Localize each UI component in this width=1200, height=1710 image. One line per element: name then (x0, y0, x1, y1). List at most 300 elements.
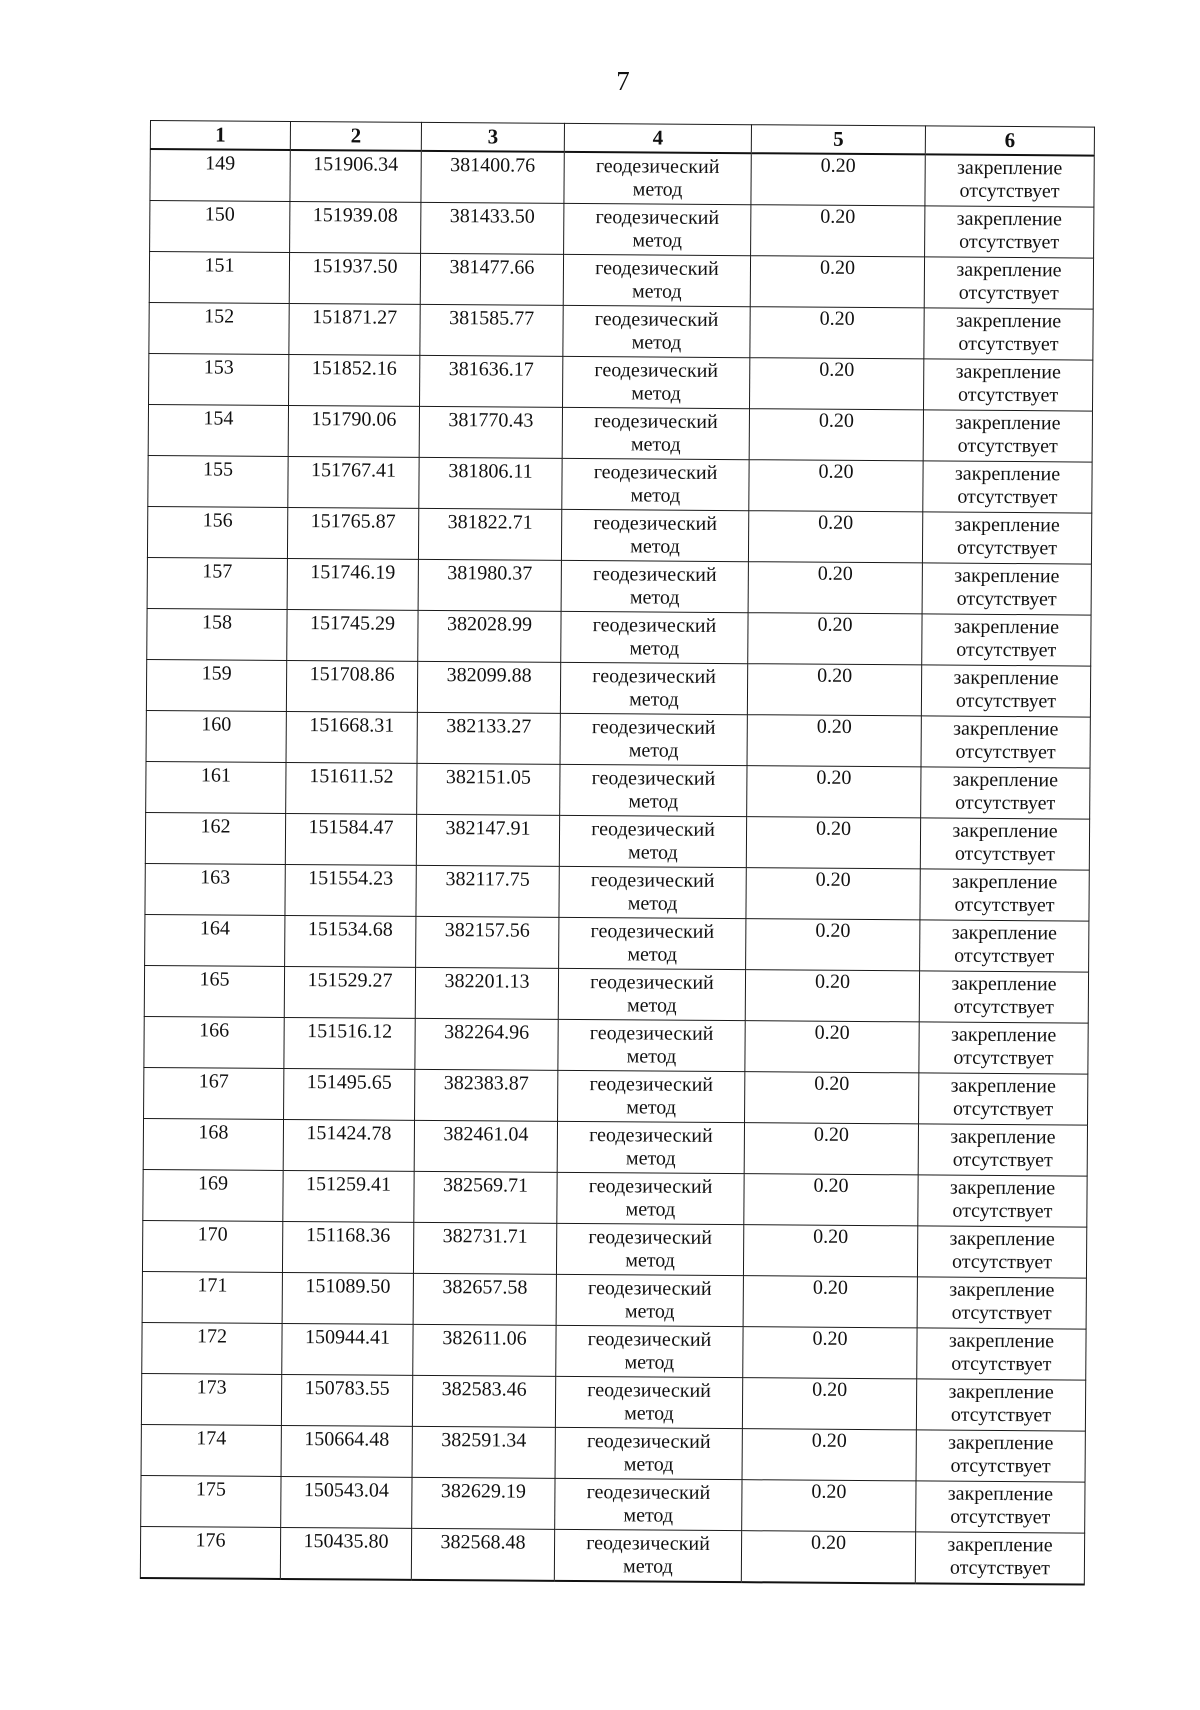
point-number-cell: 157 (147, 557, 287, 609)
fixing-cell (917, 1226, 1086, 1278)
method-cell (556, 1223, 743, 1275)
fixing-cell-line: закрепление (954, 462, 1061, 486)
method-cell-line: метод (629, 586, 680, 609)
fixing-cell-line: закрепление (948, 1329, 1055, 1353)
method-cell-line: геодезический (589, 1073, 714, 1096)
table-row (143, 1169, 1087, 1227)
method-cell-line: геодезический (595, 155, 720, 178)
fixing-cell-line: отсутствует (957, 485, 1058, 509)
x-coordinate-cell: 150435.80 (280, 1527, 411, 1579)
method-cell (564, 152, 751, 205)
method-cell-line: метод (624, 1402, 674, 1425)
error-cell: 0.20 (741, 1531, 915, 1584)
method-cell (563, 305, 750, 357)
error-cell: 0.20 (743, 1225, 917, 1277)
fixing-cell-line: закрепление (948, 1380, 1054, 1404)
method-cell-line: метод (632, 178, 683, 201)
error-cell: 0.20 (751, 153, 925, 206)
fixing-cell-line: закрепление (957, 156, 1063, 180)
fixing-cell (918, 1175, 1087, 1227)
method-cell-line: метод (630, 535, 680, 558)
x-coordinate-cell: 151746.19 (287, 558, 418, 610)
fixing-cell-line: отсутствует (959, 230, 1060, 254)
fixing-cell (918, 1124, 1087, 1176)
x-coordinate-cell: 151852.16 (289, 354, 420, 406)
method-cell-line: метод (627, 892, 678, 915)
x-coordinate-cell: 151584.47 (285, 813, 416, 865)
table-row (148, 404, 1092, 462)
fixing-cell-line: отсутствует (949, 1556, 1051, 1580)
fixing-cell-line: закрепление (950, 1074, 1056, 1098)
fixing-cell-line: закрепление (954, 513, 1060, 537)
method-cell-line: геодезический (590, 869, 715, 892)
fixing-cell (917, 1277, 1086, 1329)
table-row (149, 353, 1093, 411)
method-cell-line: геодезический (591, 716, 716, 739)
fixing-cell-line: закрепление (949, 1227, 1055, 1251)
x-coordinate-cell: 150664.48 (281, 1425, 412, 1477)
table-row (150, 201, 1094, 259)
point-number-cell: 159 (146, 659, 286, 711)
x-coordinate-cell: 151516.12 (284, 1017, 415, 1069)
point-number-cell: 149 (150, 149, 290, 201)
method-cell-line: метод (627, 943, 678, 966)
y-coordinate-cell: 382629.19 (412, 1477, 555, 1529)
x-coordinate-cell: 151708.86 (286, 660, 417, 712)
error-cell: 0.20 (742, 1480, 916, 1532)
method-cell-line: метод (631, 382, 681, 405)
y-coordinate-cell: 382583.46 (412, 1375, 555, 1427)
x-coordinate-cell: 151529.27 (284, 966, 415, 1018)
fixing-cell-line: отсутствует (953, 1046, 1054, 1070)
point-number-cell: 170 (142, 1220, 282, 1272)
error-cell: 0.20 (747, 664, 921, 716)
method-cell (554, 1529, 741, 1582)
y-coordinate-cell: 382568.48 (411, 1528, 554, 1580)
method-cell (561, 509, 748, 561)
fixing-cell-line: отсутствует (955, 791, 1056, 815)
fixing-cell-line: отсутствует (953, 995, 1054, 1019)
method-cell (560, 713, 747, 765)
y-coordinate-cell: 381477.66 (420, 253, 563, 305)
table-row (149, 302, 1093, 360)
y-coordinate-cell: 381822.71 (418, 508, 561, 560)
method-cell-line: геодезический (586, 1532, 710, 1555)
fixing-cell (916, 1481, 1085, 1533)
x-coordinate-cell: 151554.23 (285, 864, 416, 916)
x-coordinate-cell: 151668.31 (286, 711, 417, 763)
fixing-cell-line: отсутствует (950, 1454, 1051, 1478)
error-cell: 0.20 (746, 919, 920, 971)
method-cell-line: геодезический (595, 257, 719, 280)
fixing-cell-line: закрепление (951, 921, 1058, 945)
fixing-cell-line: закрепление (947, 1533, 1053, 1557)
fixing-cell-line: закрепление (955, 309, 1062, 333)
table-row (140, 1526, 1084, 1584)
header-col-4: 4 (564, 123, 751, 153)
fixing-cell (925, 206, 1094, 258)
y-coordinate-cell: 382028.99 (418, 610, 561, 662)
method-cell (555, 1427, 742, 1479)
point-number-cell: 161 (146, 761, 286, 813)
fixing-cell (923, 410, 1092, 462)
method-cell-line: метод (628, 841, 678, 864)
fixing-cell-line: закрепление (956, 207, 1063, 231)
y-coordinate-cell: 382611.06 (413, 1324, 556, 1376)
point-number-cell: 174 (141, 1424, 281, 1476)
fixing-cell-line: отсутствует (956, 638, 1057, 662)
method-cell-line: метод (624, 1351, 675, 1374)
fixing-cell-line: закрепление (953, 717, 1059, 741)
fixing-cell-line: отсутствует (951, 1250, 1053, 1274)
y-coordinate-cell: 382151.05 (417, 763, 560, 815)
fixing-cell-line: закрепление (956, 258, 1062, 282)
fixing-cell-line: закрепление (954, 564, 1060, 588)
error-cell: 0.20 (746, 868, 920, 920)
error-cell: 0.20 (749, 358, 923, 410)
point-number-cell: 168 (143, 1118, 283, 1170)
error-cell: 0.20 (751, 205, 925, 257)
method-cell-line: метод (632, 229, 683, 252)
fixing-cell (923, 461, 1092, 513)
x-coordinate-cell: 151259.41 (283, 1170, 414, 1222)
error-cell: 0.20 (749, 460, 923, 512)
method-cell (562, 458, 749, 510)
fixing-cell-line: закрепление (950, 1125, 1056, 1149)
table-row (146, 710, 1090, 768)
y-coordinate-cell: 382264.96 (415, 1018, 558, 1070)
fixing-cell (919, 1022, 1088, 1074)
fixing-cell (922, 563, 1091, 615)
table-row (146, 761, 1090, 819)
fixing-cell-line: отсутствует (951, 1352, 1052, 1376)
error-cell: 0.20 (747, 715, 921, 767)
method-cell-line: метод (629, 688, 679, 711)
method-cell (559, 917, 746, 969)
error-cell: 0.20 (748, 613, 922, 665)
method-cell-line: метод (629, 637, 680, 660)
point-number-cell: 153 (149, 353, 289, 405)
table-row (142, 1220, 1086, 1278)
header-col-2: 2 (290, 121, 421, 150)
fixing-cell-line: закрепление (952, 870, 1058, 894)
table-row (147, 557, 1091, 615)
point-number-cell: 154 (148, 404, 288, 456)
error-cell: 0.20 (744, 1174, 918, 1226)
fixing-cell-line: закрепление (947, 1482, 1054, 1506)
method-cell-line: геодезический (586, 1481, 711, 1504)
x-coordinate-cell: 151871.27 (289, 303, 420, 355)
y-coordinate-cell: 381400.76 (421, 151, 564, 203)
header-col-3: 3 (421, 122, 564, 151)
fixing-cell-line: закрепление (948, 1431, 1054, 1455)
method-cell (560, 764, 747, 816)
table-row (141, 1373, 1085, 1431)
method-cell (557, 1121, 744, 1173)
table-row (150, 149, 1094, 207)
fixing-cell-line: отсутствует (953, 1097, 1054, 1121)
error-cell: 0.20 (746, 817, 920, 869)
fixing-cell-line: закрепление (955, 411, 1061, 435)
point-number-cell: 163 (145, 863, 285, 915)
fixing-cell (916, 1430, 1085, 1482)
fixing-cell (921, 767, 1090, 819)
fixing-cell (923, 359, 1092, 411)
y-coordinate-cell: 382157.56 (416, 916, 559, 968)
point-number-cell: 169 (143, 1169, 283, 1221)
fixing-cell-line: отсутствует (954, 893, 1055, 917)
fixing-cell (921, 665, 1090, 717)
page-number: 7 (616, 66, 630, 96)
method-cell (562, 407, 749, 459)
method-cell-line: геодезический (593, 461, 718, 484)
y-coordinate-cell: 382117.75 (416, 865, 559, 917)
method-cell (558, 1070, 745, 1122)
fixing-cell (916, 1379, 1085, 1431)
table-row (144, 1016, 1088, 1074)
fixing-cell-line: закрепление (950, 1023, 1057, 1047)
x-coordinate-cell: 151765.87 (287, 507, 418, 559)
point-number-cell: 165 (144, 965, 284, 1017)
fixing-cell-line: отсутствует (956, 536, 1058, 560)
y-coordinate-cell: 382099.88 (417, 661, 560, 713)
x-coordinate-cell: 150543.04 (281, 1476, 412, 1528)
point-number-cell: 166 (144, 1016, 284, 1068)
fixing-cell-line: закрепление (952, 819, 1058, 843)
table-row (144, 965, 1088, 1023)
fixing-cell (915, 1532, 1084, 1585)
point-number-cell: 171 (142, 1271, 282, 1323)
point-number-cell: 173 (141, 1373, 281, 1425)
fixing-cell-line: отсутствует (950, 1403, 1052, 1427)
table-row (148, 455, 1092, 513)
table-row (142, 1322, 1086, 1380)
method-cell-line: геодезический (587, 1379, 711, 1402)
x-coordinate-cell: 150783.55 (281, 1374, 412, 1426)
method-cell (558, 1019, 745, 1071)
error-cell: 0.20 (750, 256, 924, 308)
method-cell-line: геодезический (592, 563, 717, 586)
method-cell-line: метод (626, 994, 677, 1017)
table-row (145, 914, 1089, 972)
error-cell: 0.20 (745, 1072, 919, 1124)
x-coordinate-cell: 151767.41 (288, 456, 419, 508)
y-coordinate-cell: 382591.34 (412, 1426, 555, 1478)
method-cell (564, 203, 751, 255)
error-cell: 0.20 (745, 1021, 919, 1073)
y-coordinate-cell: 382133.27 (417, 712, 560, 764)
fixing-cell-line: отсутствует (950, 1505, 1051, 1529)
x-coordinate-cell: 151906.34 (290, 150, 421, 202)
point-number-cell: 156 (147, 506, 287, 558)
error-cell: 0.20 (742, 1429, 916, 1481)
point-number-cell: 167 (144, 1067, 284, 1119)
method-cell (559, 815, 746, 867)
fixing-cell (920, 818, 1089, 870)
method-cell-line: геодезический (588, 1175, 713, 1198)
y-coordinate-cell: 382731.71 (413, 1222, 556, 1274)
fixing-cell-line: отсутствует (959, 179, 1060, 203)
header-col-5: 5 (751, 125, 925, 155)
method-cell-line: метод (626, 1045, 677, 1068)
table-body (140, 149, 1094, 1585)
fixing-cell-line: отсутствует (955, 689, 1057, 713)
method-cell-line: геодезический (594, 308, 719, 331)
y-coordinate-cell: 382147.91 (416, 814, 559, 866)
fixing-cell (917, 1328, 1086, 1380)
method-cell-line: геодезический (592, 614, 717, 637)
error-cell: 0.20 (743, 1327, 917, 1379)
method-cell-line: геодезический (588, 1226, 713, 1249)
method-cell-line: геодезический (595, 206, 720, 229)
method-cell (561, 560, 748, 612)
method-cell-line: геодезический (592, 665, 716, 688)
method-cell-line: геодезический (590, 920, 715, 943)
fixing-cell (920, 869, 1089, 921)
table-row (145, 812, 1089, 870)
fixing-cell-line: закрепление (953, 666, 1059, 690)
error-cell: 0.20 (749, 409, 923, 461)
fixing-cell-line: отсутствует (952, 1199, 1053, 1223)
method-cell-line: метод (630, 433, 681, 456)
method-cell (555, 1376, 742, 1428)
error-cell: 0.20 (745, 970, 919, 1022)
fixing-cell-line: отсутствует (955, 740, 1056, 764)
method-cell-line: геодезический (590, 971, 714, 994)
fixing-cell-line: отсутствует (956, 587, 1057, 611)
fixing-cell (925, 154, 1094, 207)
fixing-cell (924, 308, 1093, 360)
y-coordinate-cell: 382569.71 (414, 1171, 557, 1223)
method-cell-line: метод (630, 484, 681, 507)
x-coordinate-cell: 151611.52 (286, 762, 417, 814)
table-row (143, 1118, 1087, 1176)
y-coordinate-cell: 382461.04 (414, 1120, 557, 1172)
method-cell (556, 1325, 743, 1377)
x-coordinate-cell: 151495.65 (284, 1068, 415, 1120)
fixing-cell (921, 716, 1090, 768)
y-coordinate-cell: 381433.50 (421, 202, 564, 254)
error-cell: 0.20 (747, 766, 921, 818)
point-number-cell: 151 (149, 252, 289, 304)
method-cell-line: геодезический (586, 1430, 711, 1453)
point-number-cell: 172 (142, 1322, 282, 1374)
table-row (144, 1067, 1088, 1125)
point-number-cell: 152 (149, 302, 289, 354)
x-coordinate-cell: 151424.78 (283, 1119, 414, 1171)
method-cell (556, 1274, 743, 1326)
fixing-cell (922, 512, 1091, 564)
method-cell-line: геодезический (587, 1328, 712, 1351)
fixing-cell (919, 971, 1088, 1023)
point-number-cell: 150 (150, 201, 290, 253)
x-coordinate-cell: 151790.06 (288, 405, 419, 457)
x-coordinate-cell: 150944.41 (282, 1323, 413, 1375)
table-row (141, 1424, 1085, 1482)
method-cell-line: метод (624, 1300, 675, 1323)
coordinates-table (140, 120, 1095, 1586)
method-cell-line: геодезический (589, 1124, 713, 1147)
fixing-cell-line: отсутствует (954, 944, 1055, 968)
method-cell (561, 611, 748, 663)
fixing-cell-line: закрепление (955, 360, 1061, 384)
x-coordinate-cell: 151168.36 (282, 1221, 413, 1273)
x-coordinate-cell: 151745.29 (287, 609, 418, 661)
y-coordinate-cell: 381806.11 (419, 457, 562, 509)
header-col-6: 6 (925, 126, 1094, 156)
fixing-cell (919, 1073, 1088, 1125)
table-row (145, 863, 1089, 921)
fixing-cell (920, 920, 1089, 972)
x-coordinate-cell: 151937.50 (289, 252, 420, 304)
method-cell (557, 1172, 744, 1224)
point-number-cell: 176 (140, 1526, 280, 1578)
y-coordinate-cell: 382383.87 (415, 1069, 558, 1121)
table-row (149, 252, 1093, 310)
error-cell: 0.20 (743, 1276, 917, 1328)
point-number-cell: 162 (145, 812, 285, 864)
method-cell-line: метод (628, 739, 679, 762)
fixing-cell-line: закрепление (953, 615, 1060, 639)
fixing-cell-line: отсутствует (958, 332, 1059, 356)
point-number-cell: 175 (141, 1475, 281, 1527)
error-cell: 0.20 (748, 511, 922, 563)
method-cell-line: геодезический (594, 359, 719, 382)
method-cell-line: метод (631, 331, 682, 354)
fixing-cell-line: отсутствует (957, 434, 1058, 458)
method-cell-line: геодезический (593, 512, 718, 535)
method-cell (560, 662, 747, 714)
method-cell-line: геодезический (591, 818, 715, 841)
error-cell: 0.20 (750, 307, 924, 359)
y-coordinate-cell: 381585.77 (420, 304, 563, 356)
method-cell-line: метод (623, 1555, 673, 1578)
method-cell (563, 254, 750, 306)
fixing-cell-line: закрепление (949, 1278, 1055, 1302)
fixing-cell-line: закрепление (949, 1176, 1056, 1200)
method-cell (559, 866, 746, 918)
error-cell: 0.20 (744, 1123, 918, 1175)
method-cell-line: метод (623, 1453, 674, 1476)
method-cell-line: метод (625, 1249, 675, 1272)
x-coordinate-cell: 151939.08 (290, 201, 421, 253)
table-row (147, 608, 1091, 666)
header-col-1: 1 (150, 121, 290, 150)
method-cell (555, 1478, 742, 1530)
method-cell (563, 356, 750, 408)
point-number-cell: 158 (147, 608, 287, 660)
error-cell: 0.20 (742, 1378, 916, 1430)
fixing-cell (922, 614, 1091, 666)
point-number-cell: 164 (145, 914, 285, 966)
point-number-cell: 155 (148, 455, 288, 507)
point-number-cell: 160 (146, 710, 286, 762)
method-cell-line: метод (626, 1096, 676, 1119)
fixing-cell-line: отсутствует (951, 1301, 1052, 1325)
y-coordinate-cell: 381980.37 (418, 559, 561, 611)
method-cell-line: метод (623, 1504, 674, 1527)
table-row (141, 1475, 1085, 1533)
fixing-cell-line: закрепление (952, 768, 1059, 792)
method-cell-line: метод (628, 790, 679, 813)
table-row (146, 659, 1090, 717)
method-cell-line: метод (631, 280, 682, 303)
table-row (147, 506, 1091, 564)
method-cell-line: геодезический (587, 1277, 712, 1300)
method-cell (558, 968, 745, 1020)
fixing-cell-line: отсутствует (954, 842, 1056, 866)
method-cell-line: геодезический (589, 1022, 714, 1045)
